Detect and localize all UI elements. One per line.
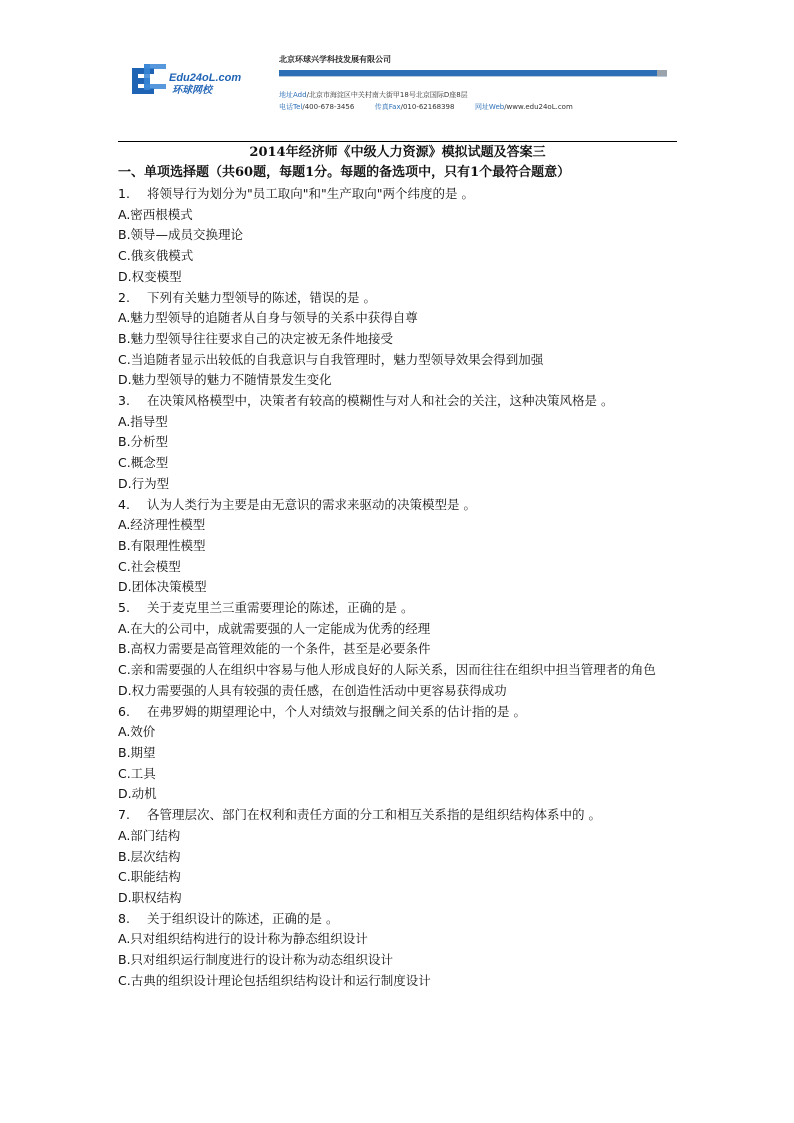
web-label: 网址Web — [474, 103, 505, 111]
answer-option: B.分析型 — [118, 434, 169, 450]
question-text: 在决策风格模型中，决策者有较高的模糊性与对人和社会的关注，这种决策风格是 。 — [147, 393, 614, 409]
answer-option: A.在大的公司中，成就需要强的人一定能成为优秀的经理 — [118, 620, 431, 636]
header-bar-underline — [279, 76, 667, 77]
question-stem — [118, 702, 680, 723]
answer-option: D.动机 — [118, 786, 157, 802]
section-heading: 一、单项选择题（共60题，每题1分。每题的备选项中，只有1个最符合题意） — [118, 165, 571, 180]
contact-line — [279, 102, 573, 112]
company-logo — [132, 64, 242, 104]
answer-option: C.当追随者显示出较低的自我意识与自我管理时，魅力型领导效果会得到加强 — [118, 351, 544, 367]
answer-option: A.效价 — [118, 724, 156, 740]
question-stem — [118, 909, 680, 930]
answer-option: C.职能结构 — [118, 869, 181, 885]
question-list — [118, 184, 680, 991]
answer-option: A.经济理性模型 — [118, 517, 206, 533]
answer-option: A.指导型 — [118, 413, 168, 429]
question-number: 2. — [118, 289, 130, 305]
answer-option: B.期望 — [118, 744, 156, 760]
question-stem — [118, 598, 680, 619]
contact-address — [279, 90, 468, 100]
tel-label: 电话Tel — [279, 103, 303, 111]
answer-option: D.团体决策模型 — [118, 579, 207, 595]
question-number: 8. — [118, 910, 130, 926]
question-text: 关于麦克里兰三重需要理论的陈述，正确的是 。 — [147, 600, 414, 616]
answer-option: C.古典的组织设计理论包括组织结构设计和运行制度设计 — [118, 972, 431, 988]
question-number: 3. — [118, 393, 130, 409]
question-text: 在弗罗姆的期望理论中，个人对绩效与报酬之间关系的估计指的是 。 — [147, 703, 526, 719]
answer-option: D.行为型 — [118, 475, 170, 491]
fax-value: /010-62168398 — [400, 103, 455, 111]
answer-option: D.权变模型 — [118, 268, 182, 284]
answer-option: B.魅力型领导往往要求自己的决定被无条件地接受 — [118, 330, 394, 346]
tel-value: /400-678-3456 — [302, 103, 355, 111]
title-rule — [118, 141, 677, 142]
answer-option: B.有限理性模型 — [118, 537, 206, 553]
logo-mark-icon — [132, 64, 168, 98]
question-text: 将领导行为划分为"员工取向"和"生产取向"两个纬度的是 。 — [147, 186, 474, 201]
answer-option: C.工具 — [118, 765, 156, 781]
logo-text: Edu24oL.com — [169, 72, 242, 84]
answer-option: B.高权力需要是高管理效能的一个条件，甚至是必要条件 — [118, 641, 431, 657]
question-text: 各管理层次、部门在权利和责任方面的分工和相互关系指的是组织结构体系中的 。 — [147, 807, 601, 823]
company-name: 北京环球兴学科技发展有限公司 — [279, 55, 391, 64]
question-text: 关于组织设计的陈述，正确的是 。 — [147, 910, 339, 926]
address-value: /北京市海淀区中关村南大街甲18号北京国际D座8层 — [306, 91, 468, 99]
question-number: 1. — [118, 186, 130, 201]
answer-option: A.密西根模式 — [118, 206, 193, 222]
document-title: 2014年经济师《中级人力资源》模拟试题及答案三 — [249, 145, 546, 160]
answer-option: C.社会模型 — [118, 558, 181, 574]
answer-option: C.俄亥俄模式 — [118, 248, 194, 264]
answer-option: C.亲和需要强的人在组织中容易与他人形成良好的人际关系，因而往往在组织中担当管理者的角色 — [118, 662, 656, 678]
answer-option: B.只对组织运行制度进行的设计称为动态组织设计 — [118, 952, 394, 968]
question-number: 7. — [118, 807, 130, 823]
question-stem — [118, 184, 680, 205]
address-label: 地址Add — [279, 91, 307, 99]
answer-option: C.概念型 — [118, 455, 169, 471]
answer-option: A.魅力型领导的追随者从自身与领导的关系中获得自尊 — [118, 310, 418, 326]
question-stem — [118, 495, 680, 516]
question-number: 5. — [118, 600, 130, 616]
answer-option: A.部门结构 — [118, 827, 181, 843]
question-text: 下列有关魅力型领导的陈述，错误的是 。 — [147, 289, 376, 305]
answer-option: D.职权结构 — [118, 889, 182, 905]
answer-option: D.权力需要强的人具有较强的责任感，在创造性活动中更容易获得成功 — [118, 682, 507, 698]
answer-option: D.魅力型领导的魅力不随情景发生变化 — [118, 372, 332, 388]
question-stem — [118, 391, 680, 412]
question-stem — [118, 805, 680, 826]
answer-option: B.层次结构 — [118, 848, 181, 864]
question-number: 4. — [118, 496, 130, 512]
question-number: 6. — [118, 703, 130, 719]
logo-subtext: 环球网校 — [172, 85, 212, 96]
fax-label: 传真Fax — [374, 103, 401, 111]
web-value: /www.edu24oL.com — [504, 103, 573, 111]
answer-option: A.只对组织结构进行的设计称为静态组织设计 — [118, 931, 368, 947]
question-text: 认为人类行为主要是由无意识的需求来驱动的决策模型是 。 — [147, 496, 476, 512]
question-stem — [118, 288, 680, 309]
answer-option: B.领导—成员交换理论 — [118, 227, 244, 243]
